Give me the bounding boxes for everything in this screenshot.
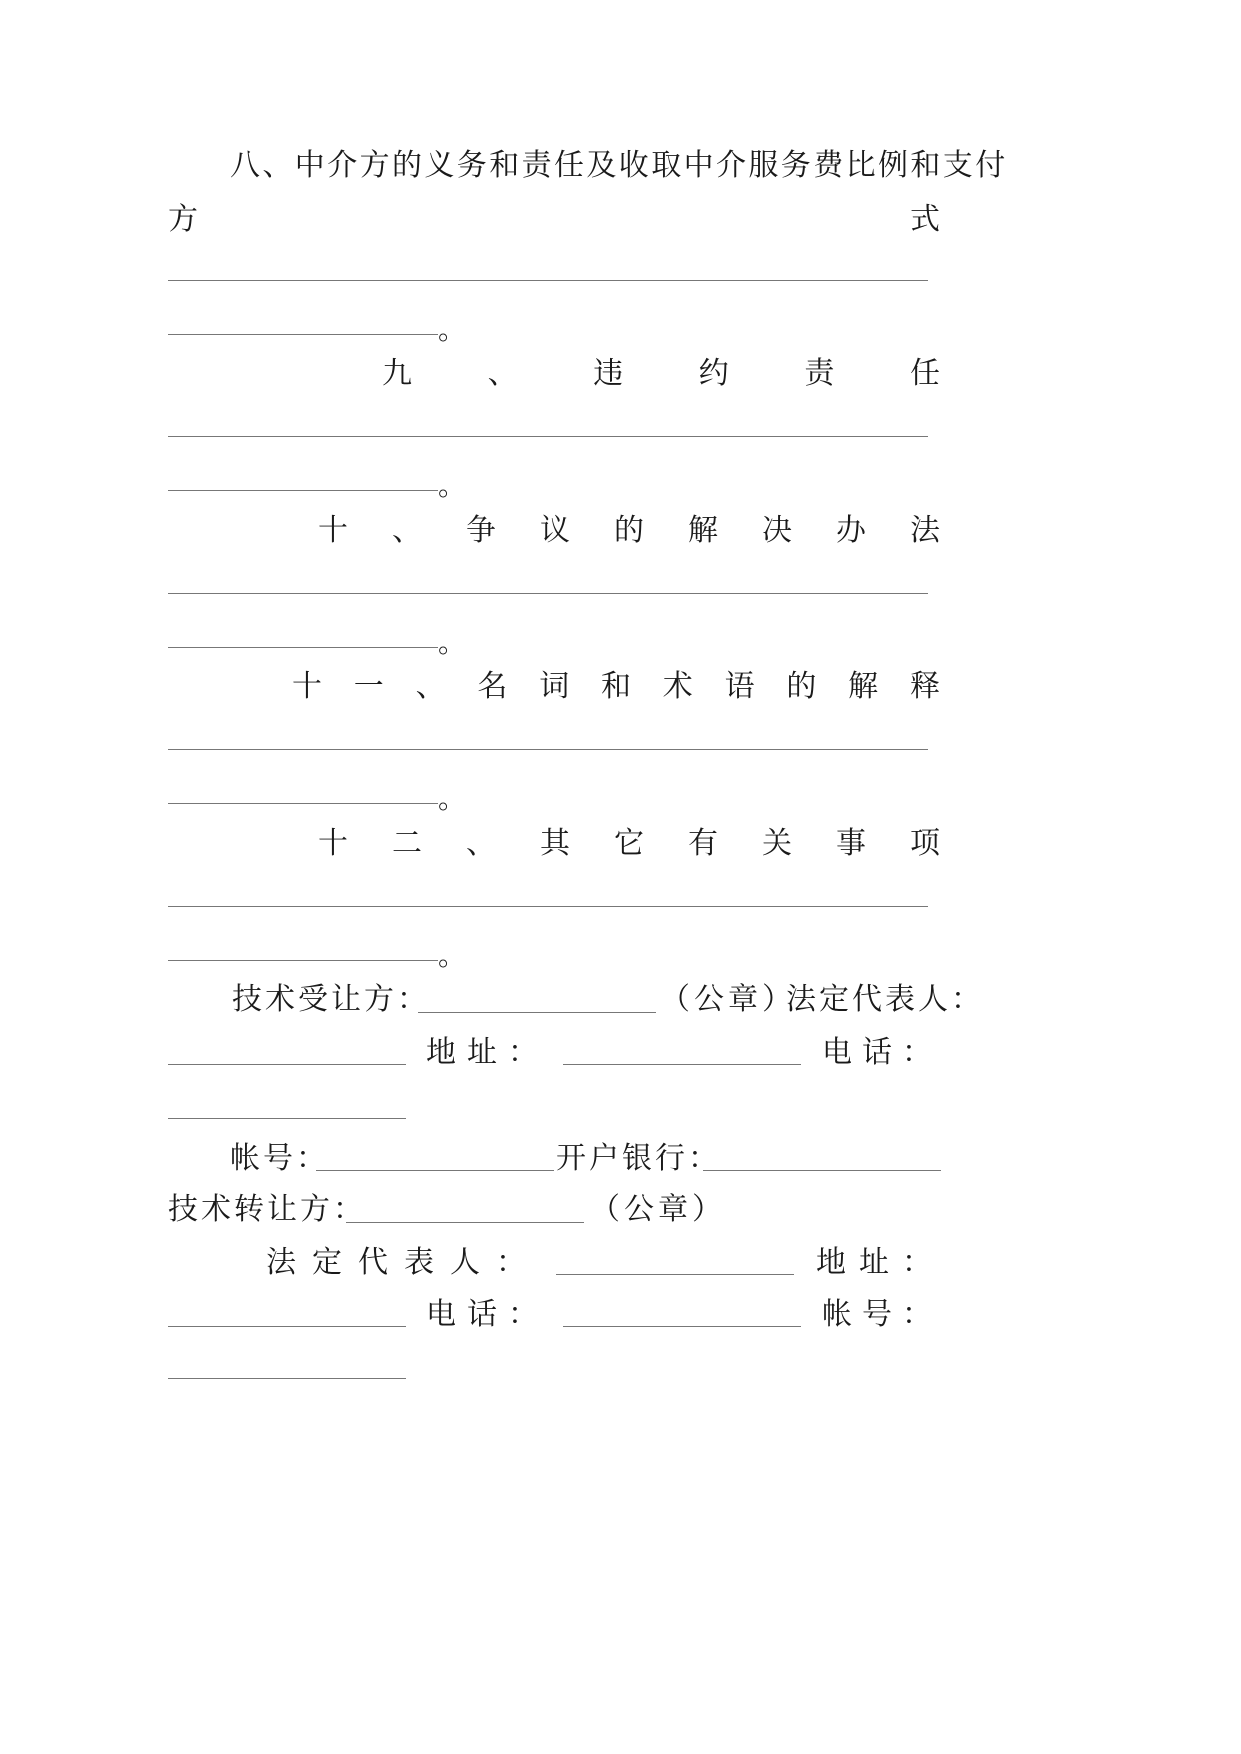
heading-char: 十 (318, 826, 348, 861)
period: 。 (438, 939, 467, 972)
period: 。 (438, 469, 467, 502)
heading-char: 、 (415, 669, 446, 704)
assignor-account-label (822, 1295, 932, 1335)
section-8-heading-cont-left: 方 (168, 202, 198, 237)
heading-char: 解 (688, 513, 718, 548)
blank-line (168, 436, 928, 437)
blank-line (168, 593, 928, 594)
assignor-label: 技术转让方： (168, 1192, 366, 1227)
heading-char: 、 (487, 356, 518, 391)
assignee-address-blank (563, 1064, 801, 1065)
label-char: 人 (450, 1245, 480, 1280)
assignee-address-label (426, 1033, 538, 1073)
assignee-rep-label: 法定代表人： (786, 982, 984, 1017)
assignor-address-label (816, 1243, 932, 1283)
label-char: ： (902, 1245, 932, 1280)
label-char: 代 (358, 1245, 388, 1280)
label-char: 表 (404, 1245, 434, 1280)
blank-line (168, 960, 438, 961)
heading-char: 有 (688, 826, 718, 861)
heading-char: 和 (600, 669, 631, 704)
heading-char: 争 (466, 513, 496, 548)
assignee-account-label: 帐号： (230, 1141, 329, 1176)
label-char: 法 (266, 1245, 296, 1280)
heading-char: 责 (804, 356, 835, 391)
heading-char: 其 (540, 826, 570, 861)
label-char: 址 (467, 1035, 497, 1070)
heading-char: 、 (392, 513, 422, 548)
heading-char: 项 (910, 826, 940, 861)
blank-line (168, 647, 438, 648)
assignee-rep-blank (168, 1064, 406, 1065)
blank-line (168, 906, 928, 907)
label-char: 话 (862, 1035, 892, 1070)
section-10-heading (318, 511, 940, 551)
period: 。 (438, 782, 467, 815)
blank-line (168, 749, 928, 750)
heading-char: 决 (762, 513, 792, 548)
label-char: ： (902, 1297, 932, 1332)
label-char: 号 (862, 1297, 892, 1332)
heading-char: 法 (910, 513, 940, 548)
heading-char: 、 (466, 826, 496, 861)
assignee-label: 技术受让方： (232, 982, 430, 1017)
assignor-rep-label (266, 1243, 526, 1283)
heading-char: 一 (353, 669, 384, 704)
heading-char: 任 (909, 356, 940, 391)
section-9-heading (382, 354, 940, 394)
heading-char: 释 (909, 669, 940, 704)
assignor-phone-blank (563, 1326, 801, 1327)
section-8-heading-cont-right: 式 (910, 202, 940, 237)
assignee-name-blank (418, 1012, 656, 1013)
heading-char: 术 (662, 669, 693, 704)
period: 。 (438, 626, 467, 659)
label-char: 地 (426, 1035, 456, 1070)
label-char: 帐 (822, 1297, 852, 1332)
assignee-seal: （公章） (660, 982, 796, 1017)
label-char: ： (902, 1035, 932, 1070)
section-8-heading: 八、中介方的义务和责任及收取中介服务费比例和支付 (230, 148, 1008, 183)
label-char: ： (508, 1297, 538, 1332)
assignor-phone-label (426, 1295, 538, 1335)
assignee-account-blank (316, 1170, 554, 1171)
heading-char: 的 (614, 513, 644, 548)
assignee-bank-blank (703, 1170, 941, 1171)
blank-line (168, 280, 928, 281)
heading-char: 十 (318, 513, 348, 548)
label-char: 地 (816, 1245, 846, 1280)
heading-char: 办 (836, 513, 866, 548)
heading-char: 约 (698, 356, 729, 391)
heading-char: 关 (762, 826, 792, 861)
label-char: 电 (822, 1035, 852, 1070)
assignor-rep-blank (556, 1274, 794, 1275)
label-char: 址 (859, 1245, 889, 1280)
assignor-address-blank (168, 1326, 406, 1327)
section-12-heading (318, 824, 940, 864)
heading-char: 解 (848, 669, 879, 704)
assignor-name-blank (346, 1222, 584, 1223)
heading-char: 名 (477, 669, 508, 704)
heading-char: 十 (292, 669, 322, 704)
heading-char: 议 (540, 513, 570, 548)
label-char: ： (496, 1245, 526, 1280)
heading-char: 违 (593, 356, 624, 391)
heading-char: 九 (382, 356, 412, 391)
label-char: 电 (426, 1297, 456, 1332)
heading-char: 词 (539, 669, 570, 704)
blank-line (168, 803, 438, 804)
heading-char: 语 (724, 669, 755, 704)
blank-line (168, 334, 438, 335)
assignor-seal: （公章） (590, 1192, 726, 1227)
assignee-phone-label (822, 1033, 932, 1073)
assignee-bank-label: 开户银行： (556, 1141, 721, 1176)
heading-char: 它 (614, 826, 644, 861)
assignor-account-blank (168, 1378, 406, 1379)
label-char: 定 (312, 1245, 342, 1280)
label-char: ： (508, 1035, 538, 1070)
heading-char: 的 (786, 669, 817, 704)
label-char: 话 (467, 1297, 497, 1332)
section-11-heading (292, 667, 940, 707)
heading-char: 二 (392, 826, 422, 861)
blank-line (168, 490, 438, 491)
assignee-phone-blank (168, 1118, 406, 1119)
period: 。 (438, 313, 467, 346)
heading-char: 事 (836, 826, 866, 861)
